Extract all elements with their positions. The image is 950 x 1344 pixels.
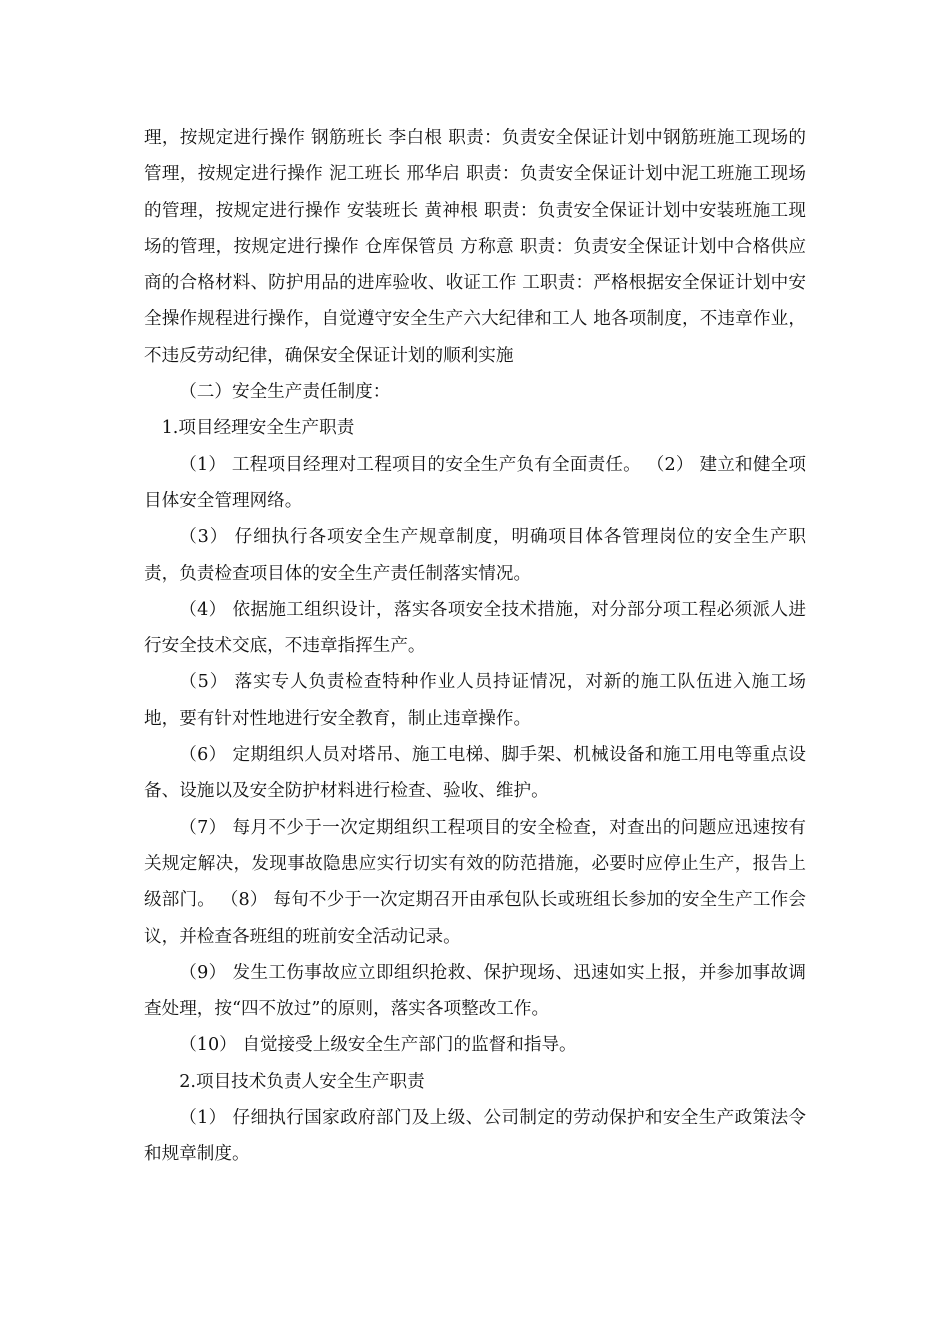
paragraph-item-10: （10） 自觉接受上级安全生产部门的监督和指导。	[179, 1035, 577, 1056]
paragraph-item-4: （4） 依据施工组织设计，落实各项安全技术措施，对分部分项工程必须派人进行安全技术交底，不违章指挥生产。	[144, 599, 806, 657]
paragraph-item-7-8: （7） 每月不少于一次定期组织工程项目的安全检查，对查出的问题应迅速按有关规定解决，发现事故隐患应实行切实有效的防范措施，必要时应停止生产，报告上级部门。 （8） 每旬不少于一次定期召开由承包队长或班组长参加的安全生产工作会议，并检查各班组的班前安全活动记录。	[144, 817, 806, 947]
paragraph-item-3: （3） 仔细执行各项安全生产规章制度，明确项目体各管理岗位的安全生产职责，负责检查项目体的安全生产责任制落实情况。	[144, 527, 806, 584]
paragraph-tech-item-1: （1） 仔细执行国家政府部门及上级、公司制定的劳动保护和安全生产政策法令和规章制度。	[144, 1108, 806, 1165]
paragraph-item-6: （6） 定期组织人员对塔吊、施工电梯、脚手架、机械设备和施工用电等重点设备、设施以及安全防护材料进行检查、验收、维护。	[144, 745, 806, 802]
subheading-project-manager-duties: 1.项目经理安全生产职责	[161, 418, 355, 439]
document-body	[144, 120, 806, 1173]
paragraph-responsibilities-continued: 理，按规定进行操作 钢筋班长 李白根 职责：负责安全保证计划中钢筋班施工现场的管理，按规定进行操作 泥工班长 邢华启 职责：负责安全保证计划中泥工班施工现场的管理，按规定进行操作 安装班长 黄神根 职责：负责安全保证计划中安装班施工现场的管理，按规定进行操作 仓库保管员 方称意 职责：负责安全保证计划中合格供应商的合格材料、防护用品的进库验收、收证工作 工职责：严格根据安全保证计划中安全操作规程进行操作，自觉遵守安全生产六大纪律和工人 地各项制度，不违章作业，不违反劳动纪律，确保安全保证计划的顺利实施	[144, 128, 806, 366]
paragraph-item-9: （9） 发生工伤事故应立即组织抢救、保护现场、迅速如实上报，并参加事故调查处理，按“四不放过”的原则，落实各项整改工作。	[144, 962, 806, 1020]
paragraph-item-1-2: （1） 工程项目经理对工程项目的安全生产负有全面责任。 （2） 建立和健全项目体安全管理网络。	[144, 454, 806, 511]
subheading-technical-lead-duties: 2.项目技术负责人安全生产职责	[179, 1071, 425, 1092]
paragraph-item-5: （5） 落实专人负责检查特种作业人员持证情况，对新的施工队伍进入施工场地，要有针对性地进行安全教育，制止违章操作。	[144, 672, 806, 729]
section-heading-safety-responsibility-system: （二）安全生产责任制度：	[179, 382, 391, 403]
